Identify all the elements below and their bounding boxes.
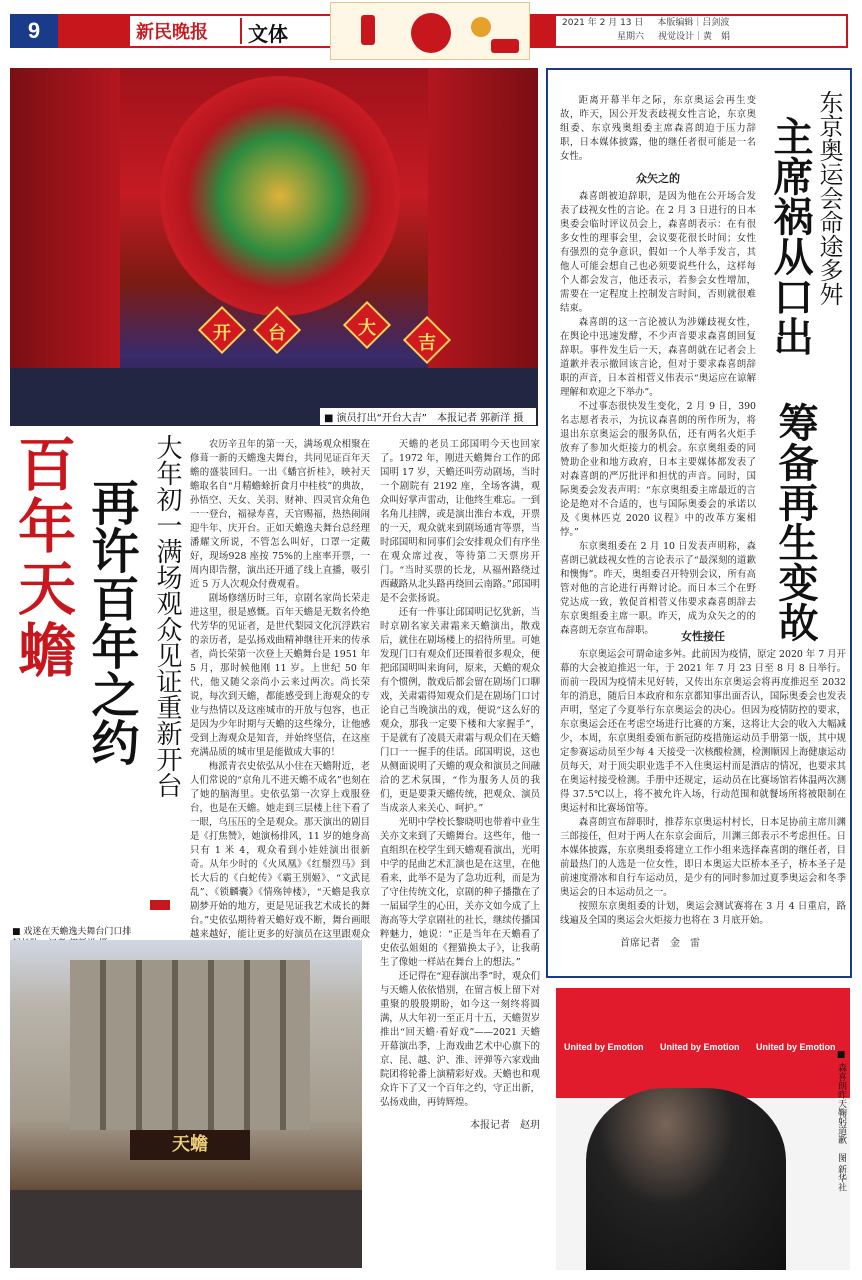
side-paragraph-5: 东京奥运会可谓命途多舛。此前因为疫情，原定 2020 年 7 月开幕的大会被迫推迟一年，于 2021 年 7 月 23 日至 8 月 8 日举行。而前一段因为疫情未见好转，又传出东京奥运会将再度推迟至 2032 年的消息，随后日本政府和东京都知事出面否认，国际奥委会也发表声明，坚定了今夏举行东京奥运会的决心。但因为疫情防控的要求，东京奥运会还在考虑空场进行比赛的方案，这将让大会的收入大幅减少，本周，东京奥组委颁布新冠防疫措施运动员手册第一版，其中规定参赛运动员至少每 4 天接受一次核酸检测，检测顺因上海健康运动员每天，对于顶尖职业选手不入住奥运村而是酒店的情况，也要求其在奥运村接受检测。手册中还规定，运动员在比赛场馆若体温两次测得 37.5℃以上，将不被允许入场，行动范围和就餐场所将被限制在奥运村和比赛场馆等。 [560, 649, 846, 814]
building-facade [70, 960, 310, 1130]
stage-photo-caption: ■ 演员打出“开台大吉” 本报记者 郭新洋 摄 [320, 408, 536, 425]
main-article-col-1 [190, 438, 370, 940]
side-paragraph-1: 森喜朗被迫辞职，是因为他在公开场合发表了歧视女性的言论。在 2 月 3 日进行的日本奥委会临时评议员会上，森喜朗表示：在有很多女性的理事会里，会议要花很长时间；女性有强烈的竞争意识，假如一个人举手发言，其他人可能会想自己也必须要说些什么，这样每个人都会发言，他还表示，若参会女性增加，需要在一定程度上控制发言时间，否则就很难结束。 [560, 191, 756, 314]
issue-date: 2021 年 2 月 13 日 [562, 18, 644, 28]
new-year-ox-illustration [330, 2, 530, 60]
section-box [240, 16, 330, 46]
stage-sign-3: 大 [358, 318, 376, 339]
main-paragraph-6: 光明中学校长黎晓明也带着中业生关亦文来到了天蟾舞台。这些年，他一直组织在校学生到天蟾观看演出，光明中学的昆曲艺术汇演也是在这里，在他看来，此举不是为了急功近利，而是为了守住传统文化，京剧的种子播撒在了一届届学生的心田，关亦文如今成了上海高等大学京剧社的社长，继续传播国粹魅力，她说：“正是当年在天蟾看了史依弘姐姐的《狸猫换太子》，让我萌生了像她一样站在舞台上的想法。” [380, 817, 540, 968]
page-number: 9 [10, 14, 58, 48]
bow-photo-caption: ■ 森喜朗昨天鞠躬道歉 图 新华社 [836, 1050, 846, 1192]
stage-photo [10, 68, 538, 426]
side-kicker: 东京奥运会命途多舛 [815, 90, 843, 306]
street [10, 1190, 362, 1268]
banner-text-2: United by Emotion [660, 1042, 740, 1052]
side-byline: 首席记者 金 雷 [620, 938, 700, 949]
side-article-col-2 [560, 622, 846, 962]
newspaper-logo: 新民晚报 [136, 22, 208, 43]
stage-curtain-left [10, 68, 120, 368]
main-headline-red: 百年天蟾 [8, 434, 76, 682]
banner-text-1: United by Emotion [564, 1042, 644, 1052]
main-paragraph-1: 农历辛丑年的第一天，满场观众相聚在修葺一新的天蟾逸夫舞台，共同见证百年天蟾的盛装回归。一出《蟠宫折桂》，映衬天蟾取名自“月精蟾蜍折食月中桂枝”的典故，孙悟空、天女、关羽、财神、四灵官众角色一一登台，福禄寿喜，天官赐福，热热闹闹迎牛年、庆开台。正如天蟾逸夫舞台总经理潘耀文所说，不管怎么叫好，口罩一定戴好，现场928 座按 75%的上座率开票，一周内即告罄，演出还开通了线上直播，吸引近 5 万人次观众付费观看。 [190, 439, 370, 590]
main-paragraph-7: 还记得在“迎春演出季”时，观众们与天蟾人依依惜别，在留言板上留下对重聚的殷殷期盼，如今这一刻终将圆满，从大年初一至正月十五，天蟾贺岁推出“回天蟾·看好戏”——2021 天蟾开幕演出季，上海戏曲艺术中心旗下的京、昆、越、沪、淮、评弹等六家戏曲院团将轮番上演精彩好戏。天蟾也和观众许下了又一个百年之约，守正出新，弘扬戏曲，再铸辉煌。 [380, 971, 540, 1108]
red-flag-icon [150, 900, 170, 910]
ox-illustration-icon [331, 3, 531, 61]
stage-sign-1: 开 [213, 323, 231, 344]
side-paragraph-7: 按照东京奥组委的计划，奥运会测试赛将在 3 月 4 日重启，路线遍及全国的奥运会火炬接力也将在 3 月底开始。 [560, 901, 846, 926]
side-subhead-2: 女性接任 [681, 630, 725, 643]
side-headline-1: 主席祸从口出 [767, 116, 814, 356]
banner-text-3: United by Emotion [756, 1042, 836, 1052]
stage-curtain-right [428, 68, 538, 368]
side-lead: 距离开幕半年之际，东京奥运会再生变故，昨天，因公开发表歧视女性言论，东京奥组委、东京残奥组委主席森喜朗迫于压力辞职，日本媒体披露，他的继任者很可能是一名女性。 [560, 95, 756, 162]
side-paragraph-2: 森喜朗的这一言论被认为涉嫌歧视女性，在舆论中迅速发酵，不少声音要求森喜朗回复辞职。事件发生后一天，森喜朗就在记者会上道歉并表示撤回该言论，但对于要求森喜朗辞职的声音，日本首相菅义伟表示“奥运应在谅解理解和欢迎之下举办”。 [560, 317, 756, 398]
main-paragraph-3: 梅派青衣史依弘从小住在天蟾附近，老人们常说的“京角儿不进天蟾不成名”也刻在了她的脑海里。史依弘第一次穿上戏服登台，也是在天蟾。她走到三层楼上往下看了一眼，乌压压的全是观众。那天演出的剧目是《打焦赞》，她演杨排风，11 岁的她身高只有 1 米 4，观众看到小娃娃演出很新奇。从年少时的《火凤凰》《红鬃烈马》到长大后的《白蛇传》《霸王别姬》、“文武昆乱”、《锁麟囊》《情殇钟楼》，“天蟾是我京剧梦开始的地方，更是见证我艺术成长的舞台。”史依弘期待着天蟾好戏不断，舞台画眼越来越好，能让更多的好演员在这里跟观众 [190, 761, 370, 940]
stage-emblem [160, 76, 400, 316]
main-paragraph-5: 还有一件事让邱国明记忆犹新，当时京剧名家关肃霜来天蟾演出，散戏后，就住在剧场楼上的招待所里。可她发现门口有观众们还围着很多观众，便把邱国明叫来询问，原来，天蟾的观众有个惯例，散戏后都会留在剧场门口聊戏，关肃霜得知观众们是在剧场门口讨论自己当晚演出的戏，便说“这么好的观众，那我一定要下楼和大家握手”，于是就有了凌晨天肃霜与观众们在天蟾门口一一握手的佳话。邱国明说，这也从侧面说明了天蟾的观众和演员之间融洽的艺术氛围，“作为服务人员的我们，更是要秉天蟾传统，把观众、演员当成亲人来关心、呵护。” [380, 607, 540, 814]
stage-sign-4: 吉 [418, 333, 436, 354]
issue-info [556, 16, 846, 46]
stage-sign-2: 台 [268, 323, 286, 344]
building-photo [10, 940, 362, 1268]
bowing-man [586, 1088, 786, 1270]
main-article-col-2 [380, 438, 540, 1268]
main-paragraph-4: 天蟾的老员工邱国明今天也回家了。1972 年，刚进天蟾舞台工作的邱国明 17 岁，天蟾还叫劳动剧场，当时一个剧院有 2192 座，全场客满，观众叫好掌声雷动，让他终生难忘。一到名角儿挂牌，或是演出淮台本戏，开票的一天，观众就来到剧场通宵等票，当时邱国明和同事们会安排观众们有序坐在观众席过夜，等待第二天票房开门。“当时买票的长龙，从福州路绕过西藏路从北头路再绕回云南路。”邱国明是不会张扬说。 [380, 439, 540, 604]
issue-weekday: 星期六 [616, 32, 644, 42]
main-subhead: 大年初一满场观众见证重新开台 [152, 434, 182, 798]
side-subhead-1: 众矢之的 [636, 172, 680, 185]
main-paragraph-2: 剧场修缮历时三年，京剧名家尚长荣走进这里，很是感慨。百年天蟾是无数名伶绝代芳华的见证者，是世代梨园文化沉浮跌宕的亲历者，是弘扬戏曲精神继往开来的传承者，尚长荣第一次登上天蟾舞台是 1951 年 5 月，那时候他刚 11 岁。上世纪 50 年代，他又随父亲尚小云来过两次。尚长荣说，每次到天蟾，都能感受到上海观众的专业与热情以及这座城市的开放与包容，也正是因为少年时期与天蟾的这些缘分，让他感受到上海观众是知音，并始终坚信，在这座充满品质的城市里是能做成大事的！ [190, 593, 370, 758]
main-headline: 再许百年之约 [83, 478, 139, 766]
building-photo-caption: ■ 戏迷在天蟾逸夫舞台门口排 [12, 927, 132, 937]
side-headline-2: 筹备再生变故 [772, 402, 819, 642]
main-byline: 本报记者 赵玥 [470, 1120, 540, 1131]
building-sign: 天蟾 [130, 1130, 250, 1160]
side-paragraph-6: 森喜朗宣布辞职时，推荐东京奥运村村长，日本足协前主席川渊三郎接任，但对于两人在东京会面后，川渊三郎表示不考虑担任。日本媒体披露，东京奥组委将建立工作小组来选择森喜朗的继任者，目前最热门的人选是一位女性，即日本奥运大臣桥本圣子，桥本圣子是前速度滑冰和自行车运动员，是少有的同时参加过夏季奥运会和冬季奥运会的日本运动员之一。 [560, 817, 846, 898]
bow-photo [556, 988, 850, 1270]
olympic-banner [556, 988, 850, 1098]
section-divider [240, 18, 242, 44]
editor-credit: 本版编辑｜吕剑波 [657, 18, 730, 28]
side-paragraph-3: 不过事态很快发生变化，2 月 9 日，390名志愿者表示，为抗议森喜朗的所作所为，将退出东京奥运会的服务队伍，还有两名火炬手放弃了参加火炬接力的机会。东京奥组委的同赞助企业和地方政府，日本主要媒体都发表了对森喜朗的严厉批评和担忧的声音。同时，国际奥委会发表声明：“东京奥组委主席最近的言论是绝对不合适的，也与国际奥委会的承诺以及《奥林匹克 2020 议程》中的改革方案相悖。” [560, 401, 756, 538]
section-title: 文体 [248, 22, 288, 46]
side-article-col-1 [560, 94, 756, 636]
designer-credit: 视觉设计｜黄 娟 [658, 32, 731, 42]
side-paragraph-4: 东京奥组委在 2 月 10 日发表声明称，森喜朗已就歧视女性的言论表示了“最深刻的道歉和懊悔”。昨天，奥组委召开特别会议，所有高管对他的言论进行再辩讨论。而日本三个在野党达成一致，敦促首相菅义伟要求森喜朗辞去东京奥组委主席一职。昨天，成为众矢之的的森喜朗无奈宣布辞职。 [560, 541, 756, 636]
